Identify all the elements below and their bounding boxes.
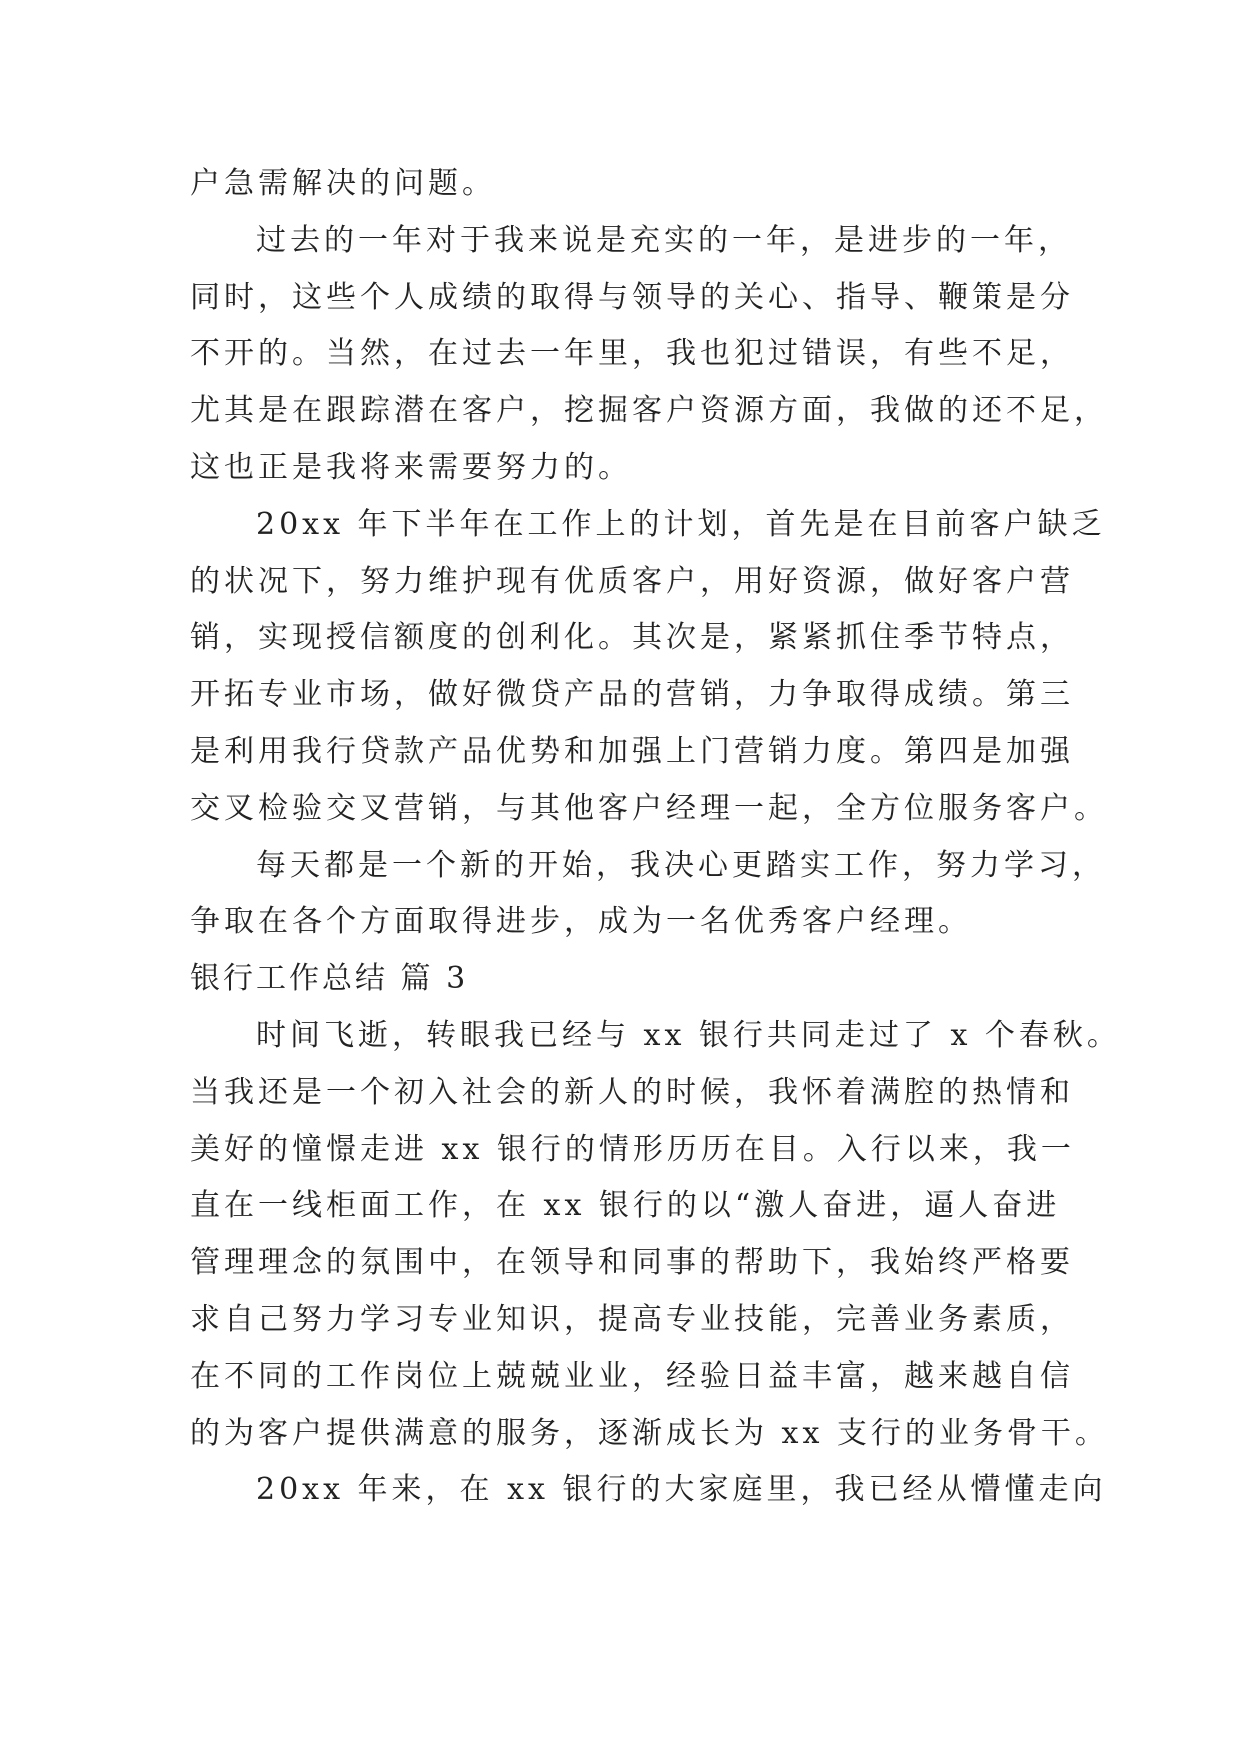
- text-line: 是利用我行贷款产品优势和加强上门营销力度。第四是加强: [190, 733, 1074, 769]
- text-line: 求自己努力学习专业知识，提高专业技能，完善业务素质，: [190, 1301, 1074, 1337]
- text-line: 交叉检验交叉营销，与其他客户经理一起，全方位服务客户。: [190, 790, 1108, 826]
- text-line: 在不同的工作岗位上兢兢业业，经验日益丰富，越来越自信: [190, 1358, 1074, 1394]
- text-line: 时间飞逝，转眼我已经与 xx 银行共同走过了 x 个春秋。: [256, 1017, 1121, 1053]
- text-line: 过去的一年对于我来说是充实的一年，是进步的一年，: [256, 222, 1072, 258]
- text-line: 每天都是一个新的开始，我决心更踏实工作，努力学习，: [256, 847, 1106, 883]
- text-line: 不开的。当然，在过去一年里，我也犯过错误，有些不足，: [190, 336, 1074, 372]
- text-line: 尤其是在跟踪潜在客户，挖掘客户资源方面，我做的还不足，: [190, 393, 1108, 429]
- text-line: 争取在各个方面取得进步，成为一名优秀客户经理。: [190, 904, 972, 940]
- text-line: 的为客户提供满意的服务，逐渐成长为 xx 支行的业务骨干。: [190, 1415, 1109, 1451]
- text-line: 户急需解决的问题。: [190, 166, 496, 201]
- text-line: 20xx 年下半年在工作上的计划，首先是在目前客户缺乏: [256, 506, 1106, 542]
- text-line: 同时，这些个人成绩的取得与领导的关心、指导、鞭策是分: [190, 279, 1074, 315]
- text-line: 直在一线柜面工作，在 xx 银行的以“激人奋进，逼人奋进: [190, 1188, 1061, 1224]
- text-line: 20xx 年来，在 xx 银行的大家庭里，我已经从懵懂走向: [256, 1472, 1107, 1508]
- text-line: 美好的憧憬走进 xx 银行的情形历历在目。入行以来，我一: [190, 1131, 1075, 1167]
- text-line: 这也正是我将来需要努力的。: [190, 449, 632, 485]
- document-body: [190, 156, 1121, 1519]
- text-line: 开拓专业市场，做好微贷产品的营销，力争取得成绩。第三: [190, 677, 1074, 713]
- text-line: 当我还是一个初入社会的新人的时候，我怀着满腔的热情和: [190, 1074, 1074, 1110]
- text-line: 的状况下，努力维护现有优质客户，用好资源，做好客户营: [190, 563, 1074, 599]
- section-heading: 银行工作总结 篇 3: [190, 961, 469, 997]
- text-line: 管理理念的氛围中，在领导和同事的帮助下，我始终严格要: [190, 1245, 1074, 1281]
- text-line: 销，实现授信额度的创利化。其次是，紧紧抓住季节特点，: [190, 620, 1074, 656]
